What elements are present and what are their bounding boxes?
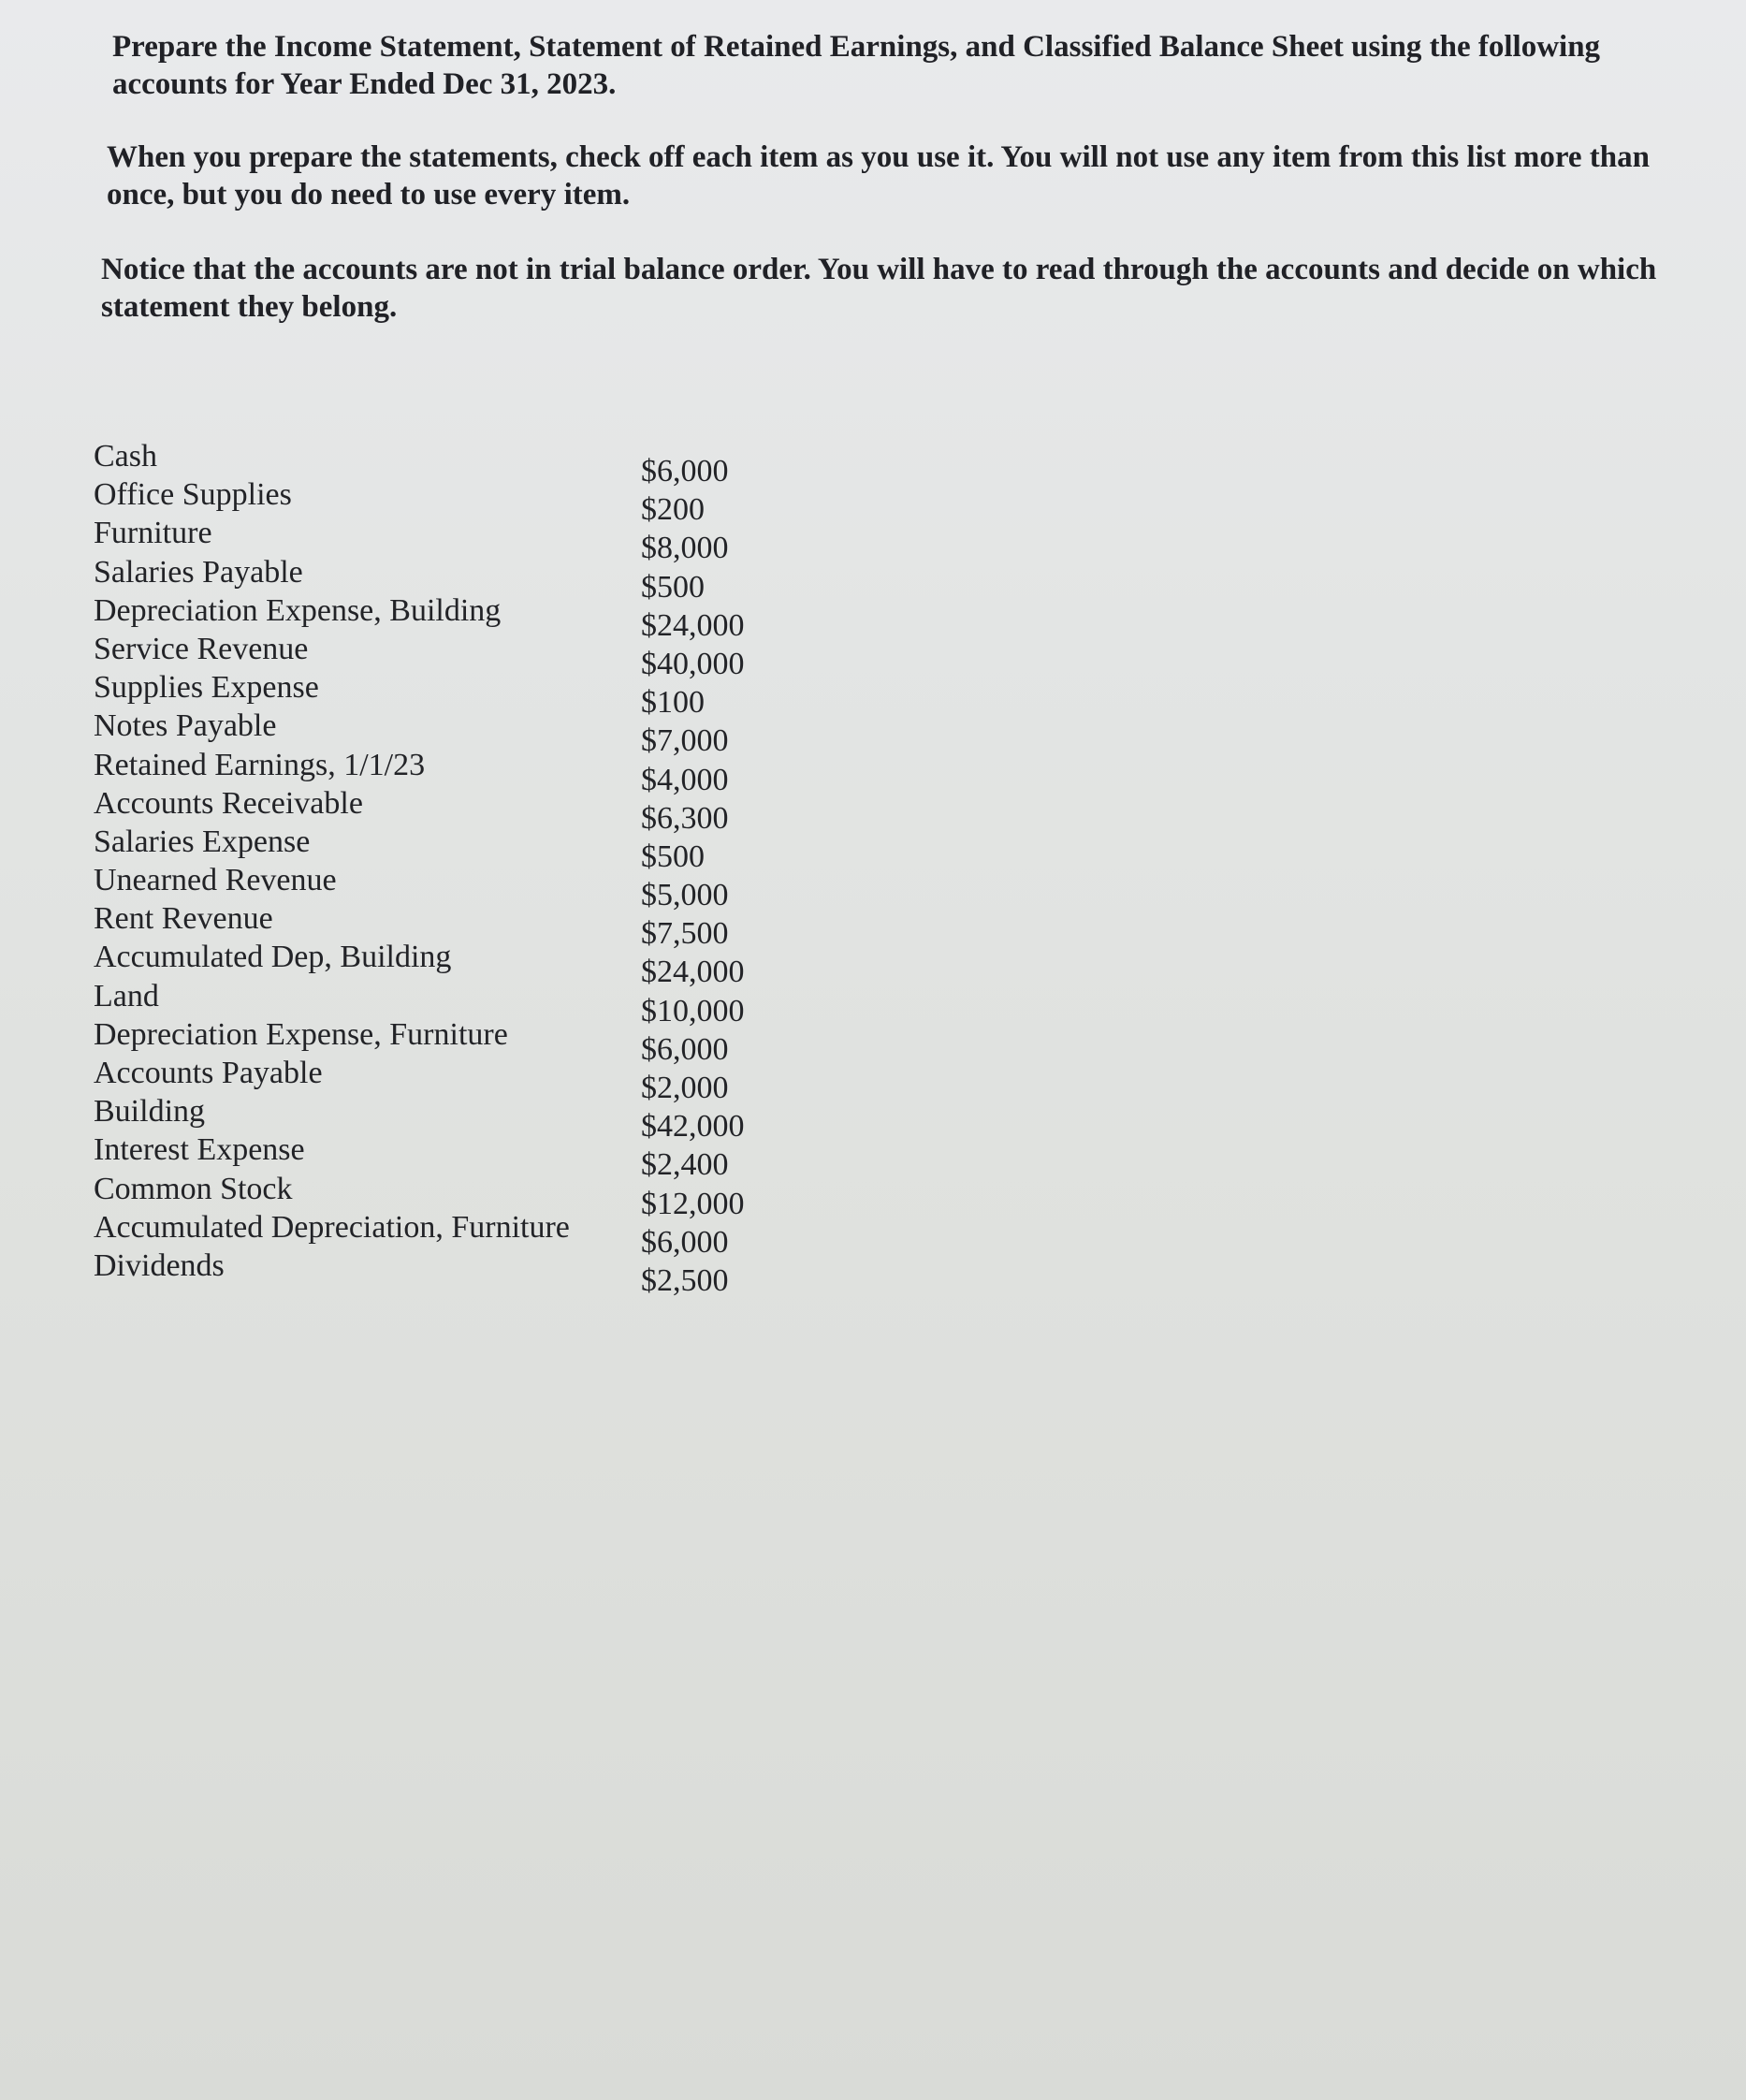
account-amount: $7,500: [641, 916, 729, 952]
account-row: [65, 900, 777, 952]
account-amount: $200: [641, 492, 705, 528]
instruction-prepare-statements: Prepare the Income Statement, Statement of Retained Earnings, and Classified Balance Sheet using the following accounts for Year Ended Dec 31, 2023.: [112, 30, 1601, 101]
account-name: Supplies Expense: [94, 670, 319, 706]
account-amount: $24,000: [641, 607, 745, 643]
account-name: Depreciation Expense, Furniture: [94, 1016, 508, 1052]
account-row: [65, 1209, 777, 1260]
account-name: Furniture: [94, 516, 212, 551]
account-amount: $6,000: [641, 454, 729, 489]
account-name: Service Revenue: [94, 631, 309, 666]
account-name: Accounts Payable: [94, 1056, 323, 1090]
account-row: [65, 515, 777, 566]
account-amount: $2,400: [641, 1147, 729, 1183]
account-row: [65, 1171, 777, 1221]
account-amount: $7,000: [641, 723, 729, 759]
instruction-check-off-items: When you prepare the statements, check off each item as you use it. You will not use any item from this list more than once, but you do need to use every item.: [107, 140, 1651, 211]
account-amount: $10,000: [641, 993, 745, 1028]
account-amount: $4,000: [641, 762, 729, 797]
account-row: [65, 707, 777, 759]
account-row: [65, 669, 777, 721]
account-name: Cash: [94, 439, 157, 474]
account-name: Accumulated Dep, Building: [94, 940, 452, 975]
account-name: Notes Payable: [94, 708, 277, 744]
account-row: [65, 862, 777, 913]
account-amount: $100: [641, 685, 705, 721]
account-name: Accounts Receivable: [94, 785, 363, 821]
account-name: Interest Expense: [94, 1132, 305, 1168]
account-name: Land: [94, 978, 159, 1014]
account-row: [65, 1247, 777, 1298]
account-row: [65, 554, 777, 605]
account-amount: $40,000: [641, 646, 745, 681]
account-amount: $24,000: [641, 955, 745, 990]
account-row: [65, 1131, 777, 1183]
account-amount: $500: [641, 569, 705, 605]
account-row: [65, 592, 777, 643]
account-amount: $500: [641, 839, 705, 874]
account-amount: $42,000: [641, 1109, 745, 1145]
account-list: [65, 438, 777, 1298]
account-name: Office Supplies: [94, 477, 292, 513]
account-name: Common Stock: [94, 1171, 293, 1206]
instruction-not-trial-balance-order: Notice that the accounts are not in trial balance order. You will have to read through the accounts and decide on which statement they belong.: [101, 253, 1657, 324]
account-row: [65, 631, 777, 681]
account-amount: $6,300: [641, 800, 729, 836]
account-amount: $5,000: [641, 878, 729, 913]
account-amount: $6,000: [641, 1224, 729, 1260]
account-amount: $6,000: [641, 1031, 729, 1067]
account-name: Salaries Expense: [94, 824, 311, 859]
account-row: [65, 1016, 777, 1067]
account-row: [65, 824, 777, 874]
account-amount: $8,000: [641, 531, 729, 566]
account-row: [65, 747, 777, 797]
account-row: [65, 939, 777, 990]
account-amount: $12,000: [641, 1186, 745, 1221]
account-name: Rent Revenue: [94, 901, 273, 937]
account-row: [65, 476, 777, 528]
account-row: [65, 1093, 777, 1145]
account-amount: $2,000: [641, 1071, 729, 1105]
account-name: Accumulated Depreciation, Furniture: [94, 1209, 570, 1245]
account-row: [65, 785, 777, 836]
account-row: [65, 1055, 777, 1105]
account-name: Unearned Revenue: [94, 863, 337, 898]
account-name: Depreciation Expense, Building: [94, 592, 502, 628]
account-amount: $2,500: [641, 1262, 729, 1298]
account-name: Salaries Payable: [94, 554, 303, 590]
account-name: Dividends: [94, 1247, 225, 1283]
account-row: [65, 978, 777, 1028]
account-name: Retained Earnings, 1/1/23: [94, 747, 426, 782]
account-row: [65, 438, 777, 489]
account-name: Building: [94, 1094, 206, 1130]
